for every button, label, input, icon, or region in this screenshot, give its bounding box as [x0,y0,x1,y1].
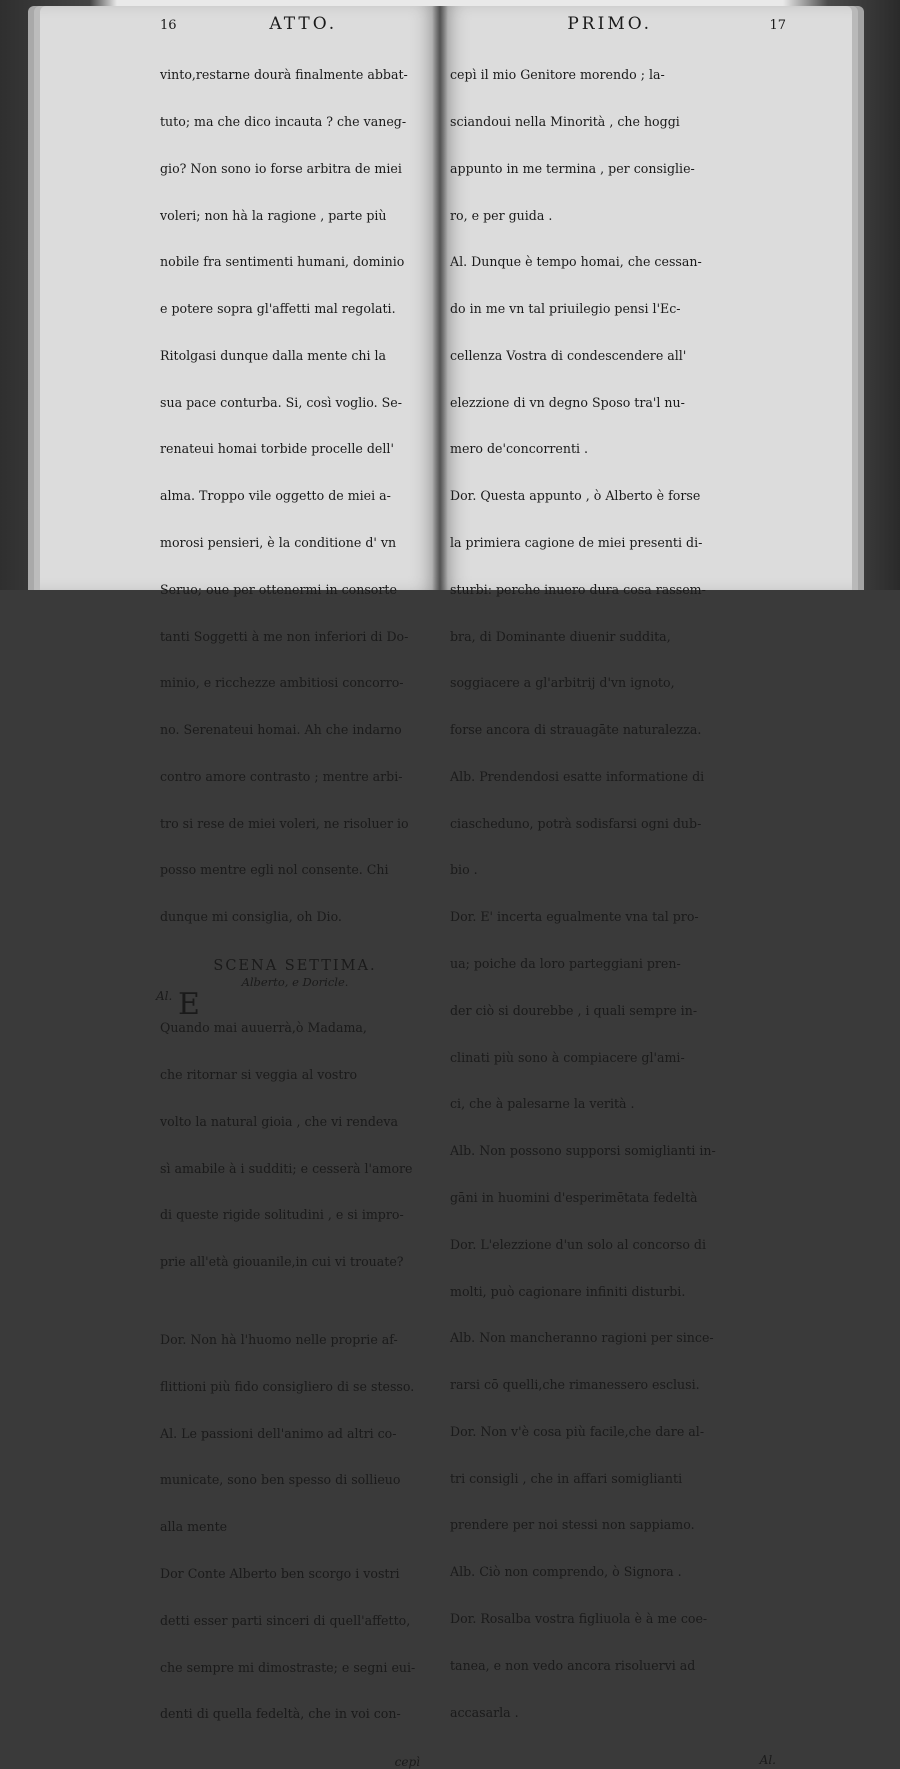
text-line: tro si rese de miei voleri, ne risoluer io [160,815,409,831]
text-line: dunque mi consiglia, oh Dio. [160,909,342,925]
text-line: alma. Troppo vile oggetto de miei a- [160,488,391,504]
text-line: alla mente [160,1519,228,1535]
left-page [40,6,440,1769]
text-line: sì amabile à i sudditi; e cesserà l'amore [160,1160,413,1176]
text-line: accasarla . [450,1704,519,1720]
text-line: voleri; non hà la ragione , parte più [160,207,387,223]
text-line: contro amore contrasto ; mentre arbi- [160,768,403,784]
text-line: di queste rigide solitudini , e si impro- [160,1207,404,1223]
text-line: Dor. Non v'è cosa più facile,che dare al- [450,1423,705,1439]
text-line: renateui homai torbide procelle dell' [160,441,394,457]
text-line: tanti Soggetti à me non inferiori di Do- [160,628,409,644]
text-line: morosi pensieri, è la conditione d' vn [160,535,397,550]
text-line: Quando mai auuerrà,ò Madama, [160,1020,367,1036]
text-line: do in me vn tal priuilegio pensi l'Ec- [450,301,681,317]
text-line: Dor. Rosalba vostra figliuola è à me coe- [450,1610,708,1626]
text-line: Seruo; oue per ottenermi in consorte [160,581,397,597]
text-line: der ciò si dourebbe , i quali sempre in- [450,1002,698,1018]
right-text [450,36,786,1751]
dropcap-text [160,989,430,1301]
text-line: ua; poiche da loro parteggiani pren- [450,956,681,972]
text-line: soggiacere a gl'arbitrij d'vn ignoto, [450,675,675,691]
left-page-number: 16 [160,18,177,33]
text-line: bra, di Dominante diuenir suddita, [450,628,671,644]
text-line: tri consigli , che in affari somiglianti [450,1470,683,1486]
left-text-bottom [160,1301,430,1753]
text-line: cepì il mio Genitore morendo ; la- [450,67,665,83]
text-line: vinto,restarne dourà finalmente abbat- [160,67,408,83]
scene-characters: Alberto, e Doricle. [241,975,349,990]
scene-heading: SCENA SETTIMA. [213,958,377,975]
text-line: che ritornar si veggia al vostro [160,1067,358,1082]
text-line: che sempre mi dimostraste; e segni eui- [160,1659,416,1675]
text-line: rarsi cō quelli,che rimanessero esclusi. [450,1377,700,1393]
text-line: denti di quella fedeltà, che in voi con- [160,1706,401,1722]
text-line: elezzione di vn degno Sposo tra'l nu- [450,394,685,410]
text-line: tuto; ma che dico incauta ? che vaneg- [160,113,407,129]
speaker-label: Al. [156,989,173,1004]
left-text-top [160,36,430,956]
right-running-head [450,14,786,36]
text-line: gio? Non sono io forse arbitra de miei [160,160,402,176]
text-line: Dor. Questa appunto , ò Alberto è forse [450,488,701,504]
text-line: clinati più sono à compiacere gl'ami- [450,1049,685,1065]
right-page [440,6,852,1768]
dropcap-speech [156,987,430,1301]
text-line: gāni in huomini d'esperimētata fedeltà [450,1189,698,1205]
text-line: municate, sono ben spesso di sollieuo [160,1472,401,1488]
text-line: Dor. E' incerta egualmente vna tal pro- [450,909,699,925]
text-line: minio, e ricchezze ambitiosi concorro- [160,675,404,691]
text-line: Alb. Ciò non comprendo, ò Signora . [450,1564,682,1580]
text-line: Alb. Non mancheranno ragioni per since- [450,1330,714,1346]
right-page-number: 17 [769,18,786,33]
text-line: prendere per noi stessi non sappiamo. [450,1517,695,1533]
text-line: bio . [450,862,478,878]
text-line: appunto in me termina , per consiglie- [450,160,695,176]
text-line: Dor Conte Alberto ben scorgo i vostri [160,1566,400,1581]
text-line: Dor. L'elezzione d'un solo al concorso di [450,1236,707,1252]
book-gutter [432,6,448,590]
right-catchword: Al. [759,1753,776,1768]
text-line: nobile fra sentimenti humani, dominio [160,254,405,270]
left-catchword: cepì [394,1755,420,1769]
text-line: ro, e per guida . [450,207,553,223]
text-line: flittioni più fido consigliero di se stesso. [160,1378,415,1394]
text-line: e potere sopra gl'affetti mal regolati. [160,301,396,317]
text-line: Alb. Prendendosi esatte informatione di [450,768,705,784]
text-line: no. Serenateui homai. Ah che indarno [160,722,402,738]
text-line: forse ancora di strauagāte naturalezza. [450,722,702,738]
text-line: tanea, e non vedo ancora risoluervi ad [450,1657,696,1673]
text-line: cellenza Vostra di condescendere all' [450,347,687,363]
text-line: sciandoui nella Minorità , che hoggi [450,113,680,129]
text-line: sturbi: perche inuero dura cosa rassem- [450,581,706,597]
text-line: posso mentre egli nol consente. Chi [160,862,389,878]
text-line: Al. Le passioni dell'animo ad altri co- [160,1425,397,1441]
text-line: Al. Dunque è tempo homai, che cessan- [450,254,702,270]
text-line: sua pace conturba. Si, così voglio. Se- [160,394,402,410]
text-line: Dor. Non hà l'huomo nelle proprie af- [160,1332,398,1348]
drop-capital: E [178,987,200,1023]
text-line: Alb. Non possono supporsi somiglianti in- [450,1143,716,1159]
text-line: molti, può cagionare infiniti disturbi. [450,1283,686,1299]
text-line: detti esser parti sinceri di quell'affetto, [160,1612,411,1628]
text-line: volto la natural gioia , che vi rendeva [160,1113,398,1129]
text-line: Ritolgasi dunque dalla mente chi la [160,347,387,363]
left-running-title: ATTO. [269,14,338,34]
right-running-title: PRIMO. [567,14,653,34]
text-line: ciascheduno, potrà sodisfarsi ogni dub- [450,815,702,831]
text-line: ci, che à palesarne la verità . [450,1096,635,1112]
text-line: mero de'concorrenti . [450,441,589,457]
text-line: prie all'età giouanile,in cui vi trouate? [160,1254,404,1270]
open-book [40,6,852,1769]
left-running-head [160,14,430,36]
text-line: la primiera cagione de miei presenti di- [450,535,703,550]
